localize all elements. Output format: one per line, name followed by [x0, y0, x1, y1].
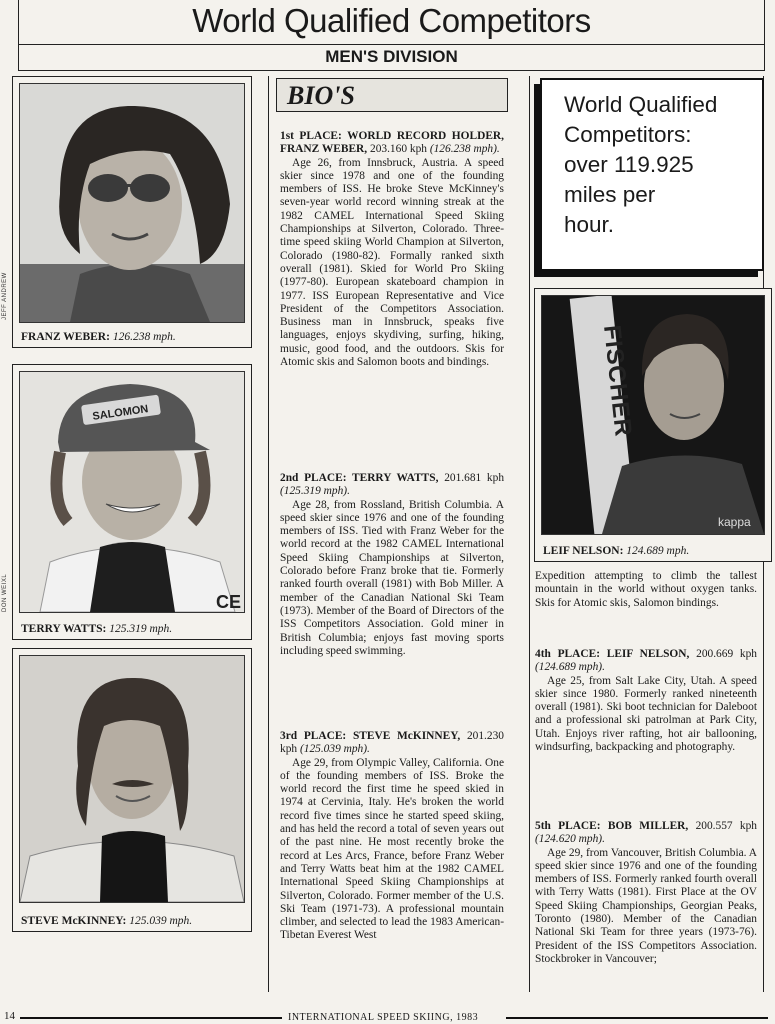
photo-card-terry-watts — [12, 364, 252, 640]
bio-heading: 1st PLACE: WORLD RECORD HOLDER, FRANZ WEBER, — [280, 130, 504, 156]
portrait-image — [542, 296, 764, 534]
bio-second-place: 2nd PLACE: TERRY WATTS, 201.681 kph (125.319 mph). Age 28, from Rossland, British Columbia. A speed skier since 1976 and one of the founding members of ISS. Tied with Franz Weber for the world record at the 1982 CAMEL International Speed Skiing Championships at Silverton, Colorado before Franz broke that tie. Formerly ranked fourth overall (1981) with Bob Miller. A member of the Canadian National Ski Team (1973). Member of the Board of Directors of the ISS Competitors Association. Gold miner in British Columbia; enjoys fast moving sports including speed swimming. — [280, 472, 505, 657]
bio-body: Age 28, from Rossland, British Columbia. A speed skier since 1976 and one of the founding members of ISS. Tied with Franz Weber for the world record at the 1982 CAMEL International Speed Skiing Championships at Silverton, Colorado before Franz broke that tie. Formerly ranked fourth overall (1981) with Bob Miller. A member of the Canadian National Ski Team (1973). Member of the Board of Directors of the ISS Competitors Association. Gold miner in British Columbia; enjoys fast moving sports including speed swimming. — [280, 498, 504, 657]
cap-logo-text: SALOMON — [91, 403, 150, 423]
ski-brand-text: FISCHER — [598, 323, 637, 439]
bio-body: Age 29, from Olympic Valley, California. One of the founding members of ISS. Broke the world record the first time he speed skied in 1974 at Cervinia, Italy. He's broken the world record five times since he started speed skiing, and has held the record a total of seven years out of the past nine. He most recently broke the record at Les Arcs, France, before Franz Weber and Terry Watts beat him at the 1982 CAMEL International Speed Skiing Championships at Silverton, Colorado. Former member of the U.S. Ski Team (1971-73). A professional mountain climber, and selected to lead the 1983 American-Tibetan Everest West — [280, 756, 504, 942]
bio-body: Age 29, from Vancouver, British Columbia. A speed skier since 1976 and one of the founding members of ISS. Formerly ranked fourth overall with Terry Watts (1981). First Place at the OV Speed Skiing Championships, Georgian Peaks, Toronto (1980). Member of the Canadian National Ski Team for three years (1973-76). President of the ISS Competitors Association. Stockbroker in Vancouver; — [535, 846, 757, 965]
bio-heading: 3rd PLACE: STEVE McKINNEY, — [280, 730, 461, 742]
bio-first-place: 1st PLACE: WORLD RECORD HOLDER, FRANZ WEBER, 203.160 kph (126.238 mph). Age 26, from Innsbruck, Austria. A speed skier since 1978 and one of the founding members of ISS. He broke Steve McKinney's seven-year world record winning streak at the 1982 CAMEL International Speed Skiing Championships at Silverton, Colorado. Three-time speed skiing World Champion at Silverton, Colorado (1980-82). Formally ranked sixth overall (1981). Skied for World Pro Skiing (1977-80). European skateboard champion in 1977. ISS European Representative and Vice President of the Competitors Association. Business man in Innsbruck, speaks five languages, enjoys skydiving, surfing, hiking, music, good food, and the outdoors. Skis for Atomic skis and Salomon boots and bindings. — [280, 130, 504, 369]
photo-leif-nelson — [541, 295, 765, 535]
bio-heading: 5th PLACE: BOB MILLER, — [535, 820, 689, 832]
page-number: 14 — [4, 1010, 15, 1022]
page-title: World Qualified Competitors — [18, 0, 765, 45]
bios-section-label: BIO'S — [276, 78, 508, 112]
bio-body: Age 26, from Innsbruck, Austria. A speed skier since 1978 and one of the founding members of ISS. He broke Steve McKinney's seven-year world record winning streak at the 1982 CAMEL International Speed Skiing Championships at Silverton, Colorado. Three-time speed skiing World Champion at Silverton, Colorado (1980-82). Formally ranked sixth overall (1981). Skied for World Pro Skiing (1977-80). European skateboard champion in 1977. ISS European Representative and Vice President of the Competitors Association. Business man in Innsbruck, speaks five languages, enjoys skydiving, surfing, hiking, music, good food, and the outdoors. Skis for Atomic skis and Salomon boots and bindings. — [280, 156, 504, 369]
photo-card-franz-weber — [12, 76, 252, 348]
photo-card-leif-nelson — [534, 288, 772, 562]
portrait-image — [20, 656, 244, 902]
bio-heading: 4th PLACE: LEIF NELSON, — [535, 648, 690, 660]
photo-steve-mckinney — [19, 655, 245, 903]
division-heading: MEN'S DIVISION — [18, 44, 765, 71]
bio-third-place-continued — [535, 570, 757, 610]
photo-caption: LEIF NELSON: 124.689 mph. — [543, 545, 690, 557]
photo-caption: STEVE McKINNEY: 125.039 mph. — [21, 915, 193, 927]
bio-body: Age 25, from Salt Lake City, Utah. A speed skier since 1980. Formerly ranked nineteenth overall (1981). Ski boot technician for Daleboot and a professional ski patrolman at Park City, Utah. Enjoys river rafting, hot air ballooning, windsurfing, backpacking and photography. — [535, 674, 757, 754]
photo-franz-weber — [19, 83, 245, 323]
bio-fifth-place: 5th PLACE: BOB MILLER, 200.557 kph (124.620 mph). Age 29, from Vancouver, British Columbia. A speed skier since 1976 and one of the founding members of ISS. Formerly ranked fourth overall with Terry Watts (1981). First Place at the OV Speed Skiing Championships, Georgian Peaks, Toronto (1980). Member of the Canadian National Ski Team for three years (1973-76). President of the ISS Competitors Association. Stockbroker in Vancouver; — [535, 820, 757, 965]
photo-caption: TERRY WATTS: 125.319 mph. — [21, 623, 173, 635]
bio-heading: 2nd PLACE: TERRY WATTS, — [280, 472, 439, 484]
bio-fourth-place: 4th PLACE: LEIF NELSON, 200.669 kph (124.689 mph). Age 25, from Salt Lake City, Utah. A speed skier since 1980. Formerly ranked nineteenth overall (1981). Ski boot technician for Daleboot and a professional ski patrolman at Park City, Utah. Enjoys river rafting, hot air ballooning, windsurfing, backpacking and photography. — [535, 648, 757, 754]
bio-third-place: 3rd PLACE: STEVE McKINNEY, 201.230 kph (125.039 mph). Age 29, from Olympic Valley, California. One of the founding members of ISS. Broke the world record the first time he speed skied in 1974 at Cervinia, Italy. He's broken the world record five times since he started speed skiing, and has held the record a total of seven years out of the past nine. He most recently broke the record at Les Arcs, France, before Franz Weber and Terry Watts beat him at the 1982 CAMEL International Speed Skiing Championships at Silverton, Colorado. Former member of the U.S. Ski Team (1971-73). A professional mountain climber, and selected to lead the 1983 American-Tibetan Everest West — [280, 730, 504, 942]
photo-credit: DON WEIXL — [2, 573, 8, 612]
photo-card-steve-mckinney — [12, 648, 252, 932]
footer-rule-left — [20, 1017, 282, 1019]
portrait-image — [20, 84, 244, 322]
jacket-brand-text: kappa — [718, 515, 751, 529]
footer-publication: INTERNATIONAL SPEED SKIING, 1983 — [288, 1012, 479, 1023]
callout-box: World Qualified Competitors: over 119.925 miles per hour. — [540, 78, 764, 271]
jacket-letters: CE — [216, 592, 242, 612]
photo-terry-watts — [19, 371, 245, 613]
photo-caption: FRANZ WEBER: 126.238 mph. — [21, 331, 176, 343]
bio-body: Expedition attempting to climb the tallest mountain in the world without oxygen tanks. Skis for Atomic skis, Salomon bindings. — [535, 570, 757, 609]
footer-rule-right — [506, 1017, 768, 1019]
portrait-image — [20, 372, 244, 612]
photo-credit: JEFF ANDREW — [2, 272, 8, 320]
